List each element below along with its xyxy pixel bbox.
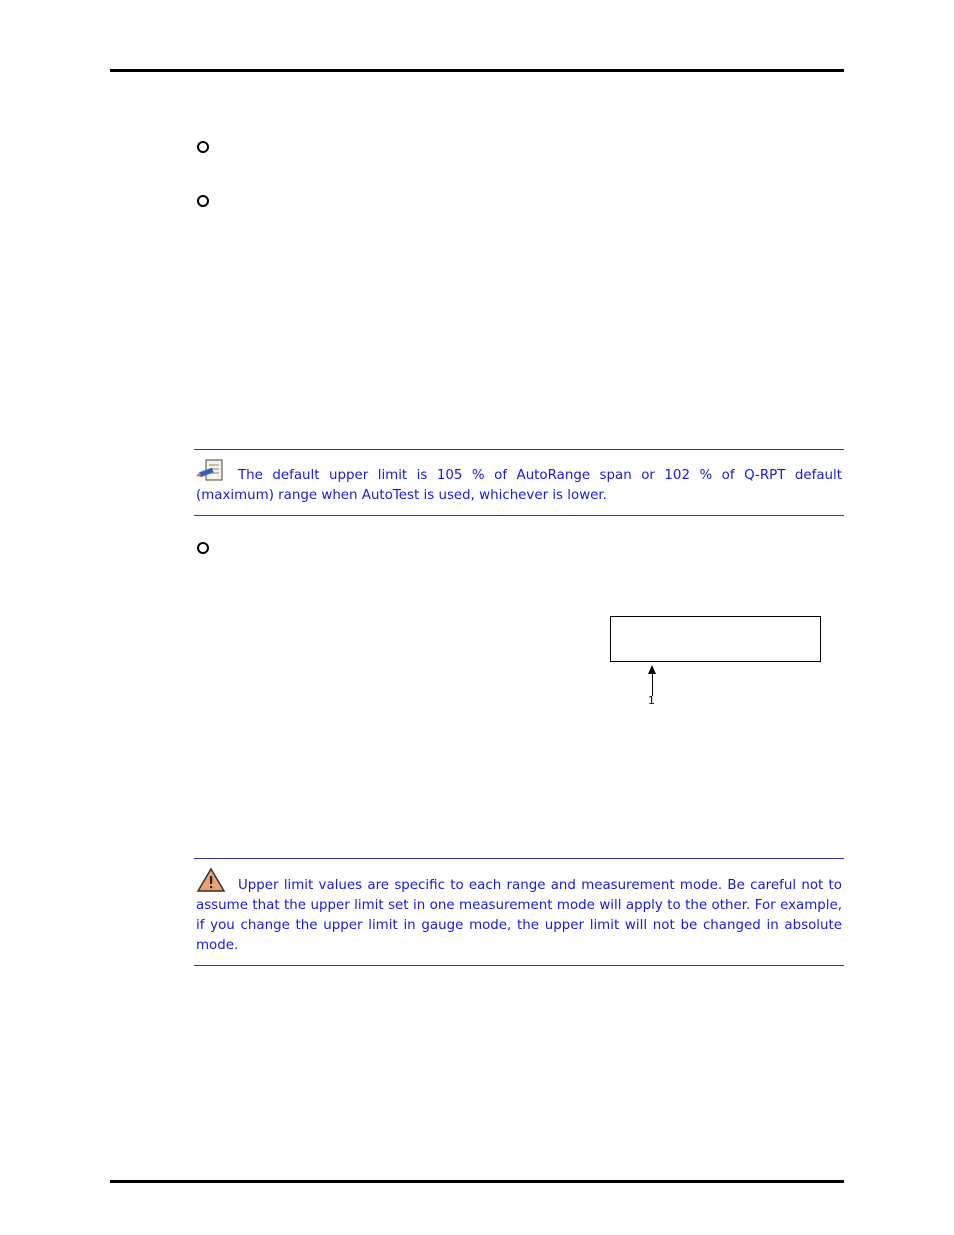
footer-rule: [110, 1180, 844, 1183]
bullet-3: [197, 542, 209, 554]
display-box: [610, 616, 821, 662]
callout-line: [652, 672, 653, 696]
info-note-text: The default upper limit is 105 % of AutoRange span or 102 % of Q-RPT default (maximum) range when AutoTest is used, whichever is lower.: [196, 468, 842, 503]
caution-note-text: Upper limit values are specific to each range and measurement mode. Be careful not to assume that the upper limit set in one measurement mode will apply to the other. For example, if you change the upper limit in gauge mode, the upper limit will not be changed in absolute mode.: [196, 878, 842, 953]
caution-note: [194, 858, 844, 966]
callout-label: 1: [648, 694, 655, 707]
header-rule: [110, 69, 844, 72]
info-note: [194, 449, 844, 516]
bullet-1: [197, 141, 209, 153]
bullet-2: [197, 195, 209, 207]
